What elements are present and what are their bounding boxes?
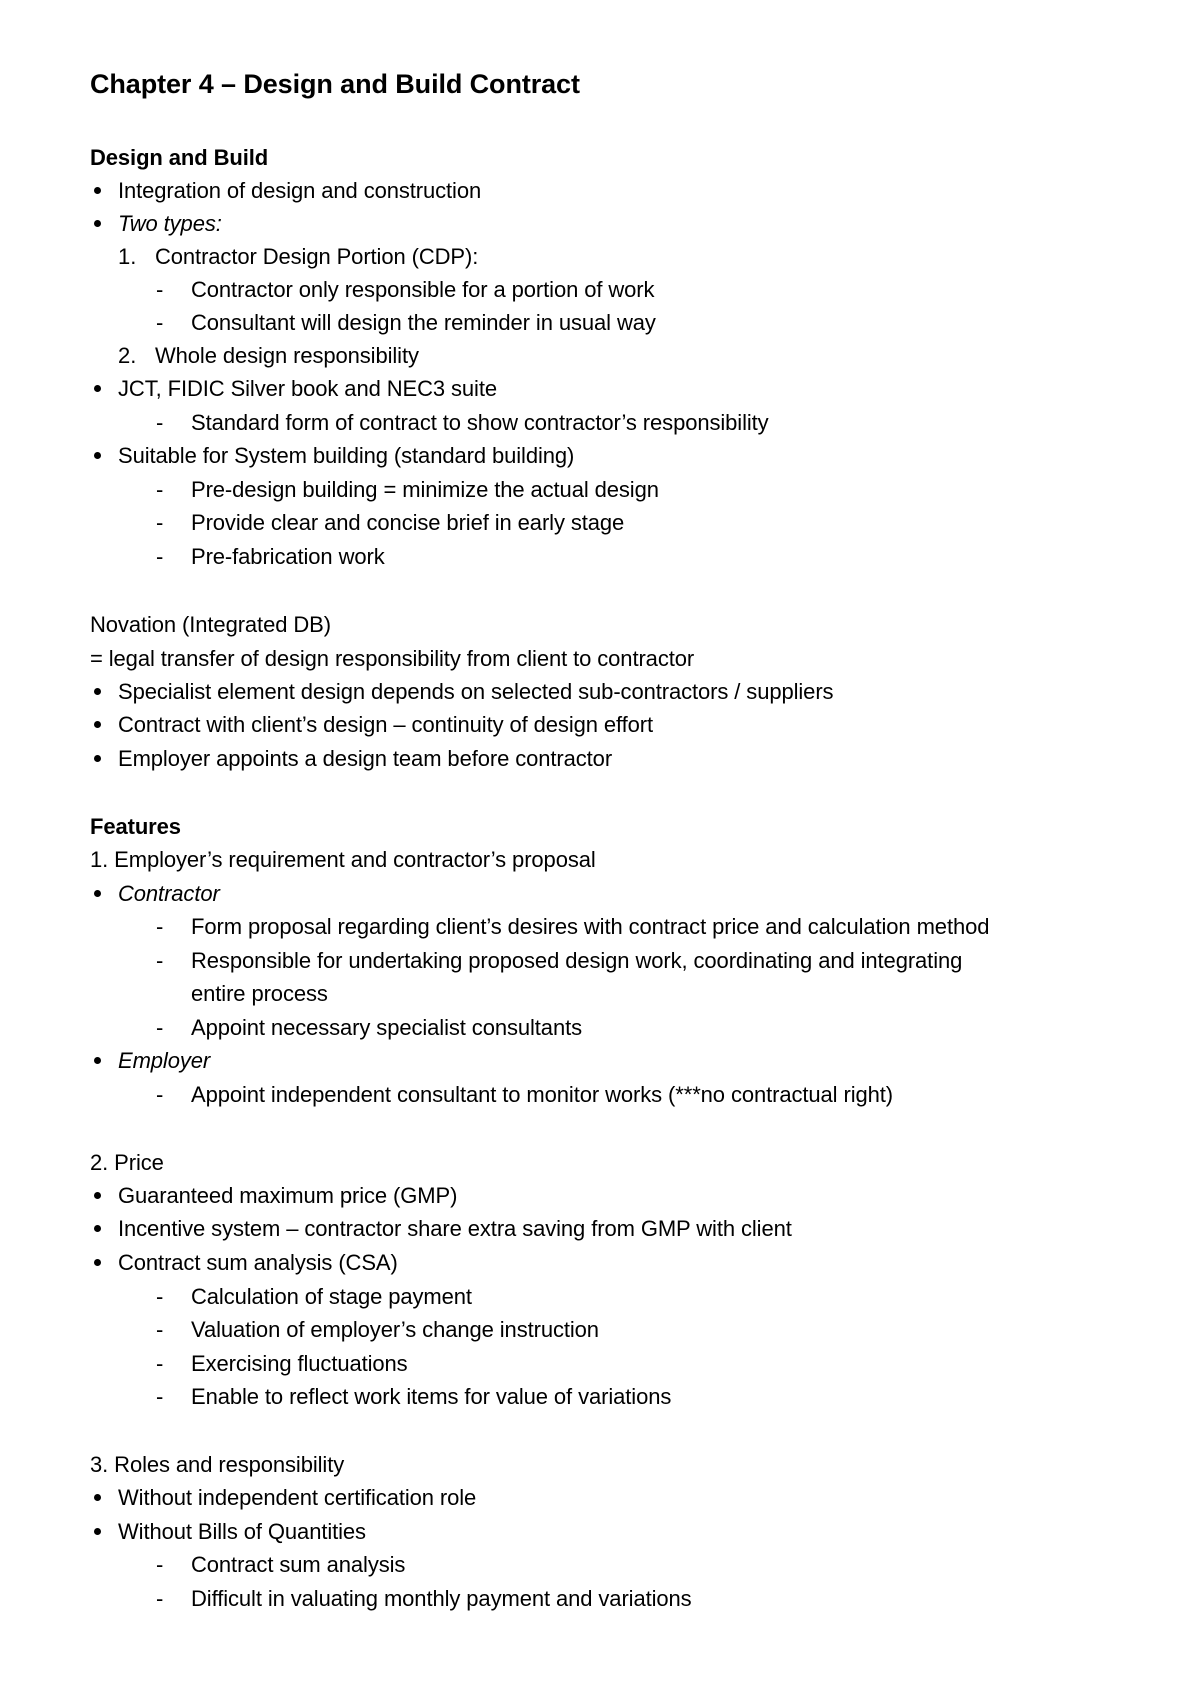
list-item: JCT, FIDIC Silver book and NEC3 suite: [118, 376, 497, 401]
dash-marker: -: [156, 277, 164, 302]
list-item: Contract sum analysis (CSA): [118, 1250, 398, 1275]
dash-marker: -: [156, 1284, 164, 1309]
list-subitem: Calculation of stage payment: [191, 1284, 472, 1309]
page-title: Chapter 4 – Design and Build Contract: [90, 69, 580, 99]
list-item: Contract with client’s design – continuity of design effort: [118, 712, 654, 737]
dash-marker: -: [156, 914, 164, 939]
definition-text: = legal transfer of design responsibility from client to contractor: [90, 646, 695, 671]
bullet-icon: [94, 1259, 101, 1266]
list-item-cdp: Contractor Design Portion (CDP):: [155, 244, 479, 269]
bullet-icon: [94, 187, 101, 194]
list-subitem: Difficult in valuating monthly payment and variations: [191, 1586, 692, 1611]
list-item: Specialist element design depends on selected sub-contractors / suppliers: [118, 679, 834, 704]
bullet-icon: [94, 688, 101, 695]
list-subitem: Contractor only responsible for a portion of work: [191, 277, 655, 302]
bullet-icon: [94, 1528, 101, 1535]
list-item: Integration of design and construction: [118, 178, 482, 203]
list-subitem: Pre-design building = minimize the actual design: [191, 477, 659, 502]
dash-marker: -: [156, 310, 164, 335]
list-item-two-types: Two types:: [118, 211, 222, 236]
dash-marker: -: [156, 410, 164, 435]
list-item-employer: Employer: [118, 1048, 211, 1073]
dash-marker: -: [156, 1351, 164, 1376]
list-subitem: Appoint independent consultant to monitor works (***no contractual right): [191, 1082, 893, 1107]
dash-marker: -: [156, 544, 164, 569]
list-subitem: Consultant will design the reminder in usual way: [191, 310, 656, 335]
list-subitem: Standard form of contract to show contractor’s responsibility: [191, 410, 769, 435]
list-item: Without Bills of Quantities: [118, 1519, 366, 1544]
section-heading-features: Features: [90, 814, 181, 839]
list-subitem: Pre-fabrication work: [191, 544, 385, 569]
bullet-icon: [94, 755, 101, 762]
dash-marker: -: [156, 1552, 164, 1577]
bullet-icon: [94, 890, 101, 897]
dash-marker: -: [156, 1317, 164, 1342]
bullet-icon: [94, 721, 101, 728]
dash-marker: -: [156, 1586, 164, 1611]
dash-marker: -: [156, 948, 164, 973]
list-subitem: Contract sum analysis: [191, 1552, 406, 1577]
list-item: Suitable for System building (standard building): [118, 443, 575, 468]
list-item: Employer appoints a design team before contractor: [118, 746, 613, 771]
list-number: 1.: [118, 244, 137, 269]
section-heading-novation: Novation (Integrated DB): [90, 612, 331, 637]
subsection-heading-price: 2. Price: [90, 1150, 164, 1175]
subsection-heading-requirements: 1. Employer’s requirement and contractor’s proposal: [90, 847, 596, 872]
list-subitem: Appoint necessary specialist consultants: [191, 1015, 582, 1040]
list-subitem: Form proposal regarding client’s desires with contract price and calculation method: [191, 914, 990, 939]
bullet-icon: [94, 385, 101, 392]
dash-marker: -: [156, 510, 164, 535]
list-item: Without independent certification role: [118, 1485, 477, 1510]
bullet-icon: [94, 1225, 101, 1232]
dash-marker: -: [156, 477, 164, 502]
bullet-icon: [94, 1057, 101, 1064]
list-item: Incentive system – contractor share extra saving from GMP with client: [118, 1216, 792, 1241]
bullet-icon: [94, 220, 101, 227]
list-subitem: Responsible for undertaking proposed design work, coordinating and integrating: [191, 948, 963, 973]
bullet-icon: [94, 1494, 101, 1501]
list-subitem: Valuation of employer’s change instruction: [191, 1317, 599, 1342]
subsection-heading-roles: 3. Roles and responsibility: [90, 1452, 345, 1477]
list-subitem: Provide clear and concise brief in early stage: [191, 510, 625, 535]
dash-marker: -: [156, 1015, 164, 1040]
list-item: Guaranteed maximum price (GMP): [118, 1183, 458, 1208]
list-number: 2.: [118, 343, 137, 368]
bullet-icon: [94, 452, 101, 459]
list-subitem: Exercising fluctuations: [191, 1351, 408, 1376]
section-heading-design-build: Design and Build: [90, 145, 269, 170]
list-item-whole-design: Whole design responsibility: [155, 343, 419, 368]
list-subitem-continued: entire process: [191, 981, 328, 1006]
dash-marker: -: [156, 1082, 164, 1107]
list-subitem: Enable to reflect work items for value of variations: [191, 1384, 672, 1409]
list-item-contractor: Contractor: [118, 881, 220, 906]
bullet-icon: [94, 1192, 101, 1199]
dash-marker: -: [156, 1384, 164, 1409]
